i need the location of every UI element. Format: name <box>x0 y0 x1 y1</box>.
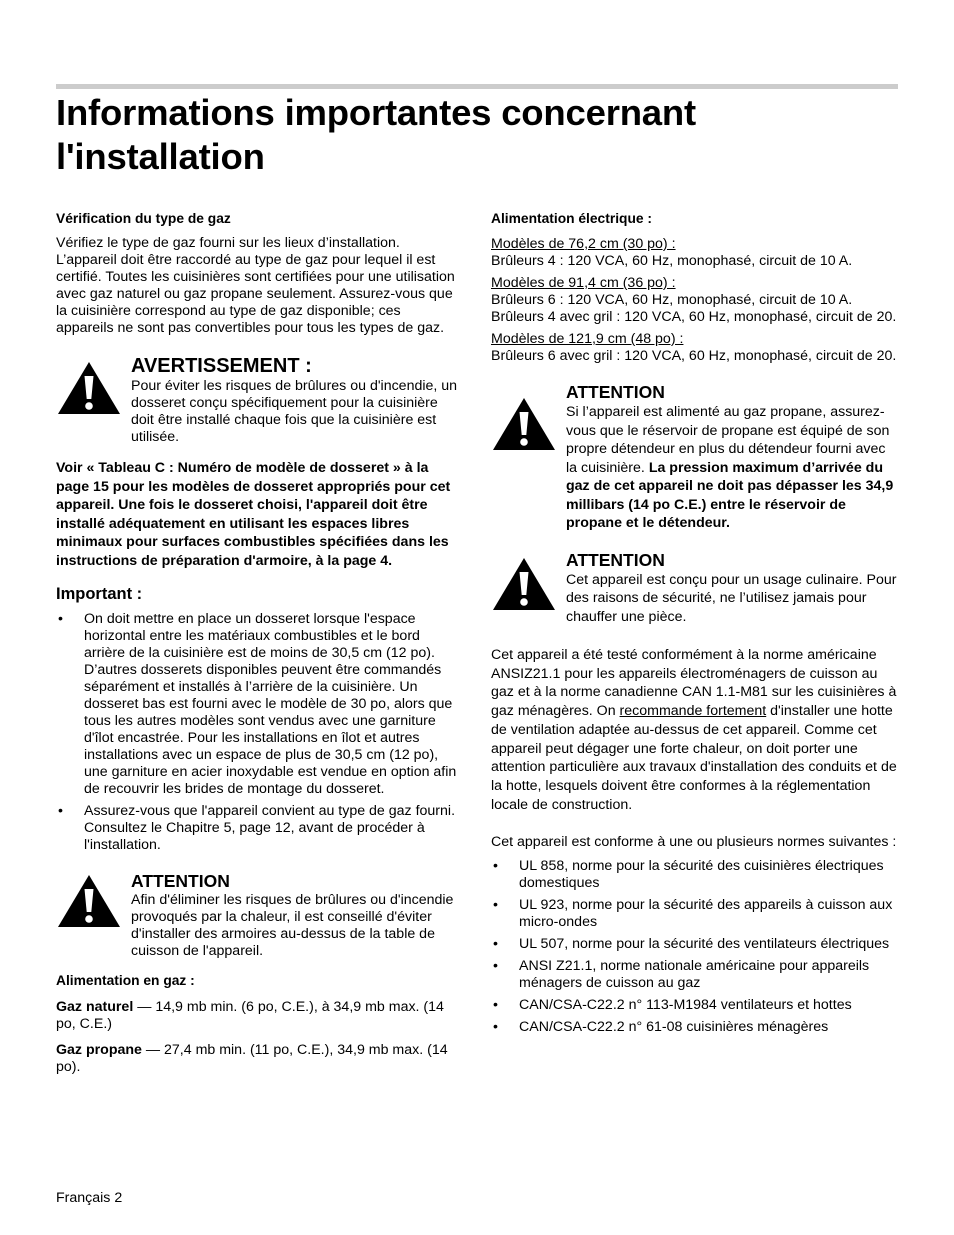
list-item <box>491 858 897 892</box>
attention-block-cabinets <box>56 871 462 960</box>
electric-heading: Alimentation électrique : <box>491 211 652 226</box>
bullet-marker: • <box>493 996 498 1013</box>
natural-gas-text: — 14,9 mb min. (6 po, C.E.), à 34,9 mb max. (14 po, C.E.) <box>56 999 444 1032</box>
model-48 <box>491 331 897 365</box>
gas-type-text: Vérifiez le type de gaz fourni sur les lieux d’installation. L’appareil doit être raccordé au type de gaz pour lequel il est certifié. Toutes les cuisinières sont certifiées pour une utilisation avec gaz naturel ou gaz propane seulement. Assurez-vous que la cuisinière correspond au type de gaz disponible; ces appareils ne sont pas convertibles pour tous les types de gaz. <box>56 235 455 336</box>
propane-text: — 27,4 mb min. (11 po, C.E.), 34,9 mb max. (14 po). <box>56 1042 448 1075</box>
important-heading: Important : <box>56 585 143 603</box>
natural-gas-label: Gaz naturel <box>56 999 134 1015</box>
page-title: Informations importantes concernant l'installation <box>56 92 696 177</box>
list-item <box>491 897 897 931</box>
standards-list <box>491 858 897 1036</box>
header-rule <box>56 84 898 89</box>
model-label: Modèles de 121,9 cm (48 po) : <box>491 331 684 347</box>
backguard-note: Voir « Tableau C : Numéro de modèle de dosseret » à la page 15 pour les modèles de dosseret appropriés pour cet appareil. Une fois le dosseret choisi, l'appareil doit être installé adéquatement en utilisant les espaces libres minimaux pour surfaces combustibles spécifiées dans les instructions de préparation d'armoire, à la page 4. <box>56 460 451 569</box>
attention-text: Cet appareil est conçu pour un usage culinaire. Pour des raisons de sécurité, ne l’utilisez jamais pour chauffer une pièce. <box>566 571 897 625</box>
model-line: Brûleurs 4 : 120 VCA, 60 Hz, monophasé, circuit de 10 A. <box>491 253 853 269</box>
bullet-marker: • <box>493 957 498 974</box>
attention-heading: ATTENTION <box>566 382 665 402</box>
right-column <box>491 210 897 1041</box>
attention-text <box>566 403 897 533</box>
model-label: Modèles de 91,4 cm (36 po) : <box>491 275 676 291</box>
certification-text-start: Cet appareil a été testé conformément à la norme américaine ANSIZ21.1 pour les appareils électroménagers de cuisson au gaz et à la norme canadienne CAN 1.1-M81 sur les cuisinières à gaz ménagères. On <box>491 647 897 720</box>
list-item <box>491 936 897 953</box>
model-36 <box>491 275 897 326</box>
bullet-marker: • <box>58 611 63 627</box>
list-item-text: CAN/CSA-C22.2 n° 61-08 cuisinières ménagères <box>519 1018 829 1035</box>
model-line: Brûleurs 6 : 120 VCA, 60 Hz, monophasé, circuit de 10 A. <box>491 292 853 308</box>
list-item <box>491 997 897 1014</box>
warning-triangle-icon <box>56 360 122 416</box>
important-list <box>56 611 462 854</box>
list-item-text: Assurez-vous que l'appareil convient au type de gaz fourni. Consultez le Chapitre 5, page 12, avant de procéder à l'installation. <box>84 803 456 853</box>
attention-text: Afin d'éliminer les risques de brûlures ou d'incendie provoqués par la chaleur, il est conseillé d'éviter d'installer des armoires au-dessus de la table de cuisson de l'appareil. <box>131 892 454 959</box>
list-item-text: On doit mettre en place un dosseret lorsque l'espace horizontal entre les matériaux combustibles et le bord arrière de la cuisinière est de moins de 30,5 cm (12 po). D’autres dosserets disponibles peuvent être commandés séparément et installés à l’arrière de la cuisinière. Un dosseret bas est fourni avec le modèle de 30 po, alors que tous les autres modèles sont vendus avec une garniture d'îlot encastrée. Pour les installations en îlot et autres installations avec un espace de plus de 30,5 cm (12 po), une garniture en acier inoxydable est vendue en option afin de recouvrir les brides de montage du dosseret. <box>84 611 457 797</box>
list-item <box>491 1019 897 1036</box>
attention-text-plain: Si l’appareil est alimenté au gaz propane, assurez-vous que le réservoir de propane est équipé de son propre détendeur en plus du détendeur fourni avec la cuisinière. <box>566 404 890 476</box>
certification-text-underlined: recommande fortement <box>619 703 767 720</box>
propane-label: Gaz propane <box>56 1042 142 1058</box>
model-line: Brûleurs 4 avec gril : 120 VCA, 60 Hz, monophasé, circuit de 20. <box>491 309 897 325</box>
propane-spec <box>56 1042 462 1076</box>
page-footer: Français 2 <box>56 1190 123 1206</box>
list-item <box>56 611 462 798</box>
list-item-text: UL 507, norme pour la sécurité des ventilateurs électriques <box>519 935 890 952</box>
certification-text-end: d'installer une hotte de ventilation adaptée au-dessus de cet appareil. Comme cet appareil peut dégager une forte chaleur, on doit porter une attention particulière aux travaux d'installation des conduits et de la hotte, lesquels doivent être conformes à la réglementation locale de construction. <box>491 703 897 813</box>
model-label: Modèles de 76,2 cm (30 po) : <box>491 236 676 252</box>
certification-paragraph <box>491 646 897 814</box>
standards-intro: Cet appareil est conforme à une ou plusieurs normes suivantes : <box>491 834 897 851</box>
warning-triangle-icon <box>491 556 557 612</box>
natural-gas-spec <box>56 999 462 1033</box>
bullet-marker: • <box>493 1018 498 1035</box>
list-item-text: ANSI Z21.1, norme nationale américaine pour appareils ménagers de cuisson au gaz <box>519 957 870 991</box>
warning-text: Pour éviter les risques de brûlures ou d'incendie, un dosseret conçu spécifiquement pour la cuisinière doit être installé chaque fois que la cuisinière est utilisée. <box>131 378 458 445</box>
gas-supply-heading: Alimentation en gaz : <box>56 973 195 988</box>
gas-type-heading: Vérification du type de gaz <box>56 211 231 226</box>
list-item <box>491 958 897 992</box>
list-item <box>56 803 462 854</box>
warning-block <box>56 354 462 446</box>
warning-heading: AVERTISSEMENT : <box>131 355 312 377</box>
bullet-marker: • <box>493 896 498 913</box>
list-item-text: UL 923, norme pour la sécurité des appareils à cuisson aux micro-ondes <box>519 896 893 930</box>
attention-text-bold: La pression maximum d’arrivée du gaz de cet appareil ne doit pas dépasser les 34,9 millibars (14 po C.E.) entre le réservoir de propane et le détendeur. <box>566 459 894 531</box>
bullet-marker: • <box>493 857 498 874</box>
warning-triangle-icon <box>491 396 557 452</box>
attention-block-propane <box>491 382 897 533</box>
bullet-marker: • <box>493 935 498 952</box>
bullet-marker: • <box>58 803 63 819</box>
model-line: Brûleurs 6 avec gril : 120 VCA, 60 Hz, monophasé, circuit de 20. <box>491 348 897 364</box>
left-column <box>56 210 462 1076</box>
attention-heading: ATTENTION <box>131 871 230 891</box>
attention-heading: ATTENTION <box>566 549 665 570</box>
list-item-text: CAN/CSA-C22.2 n° 113-M1984 ventilateurs et hottes <box>519 996 852 1013</box>
model-30 <box>491 236 897 270</box>
warning-triangle-icon <box>56 873 122 929</box>
attention-block-heating <box>491 550 897 627</box>
list-item-text: UL 858, norme pour la sécurité des cuisinières électriques domestiques <box>519 857 884 891</box>
